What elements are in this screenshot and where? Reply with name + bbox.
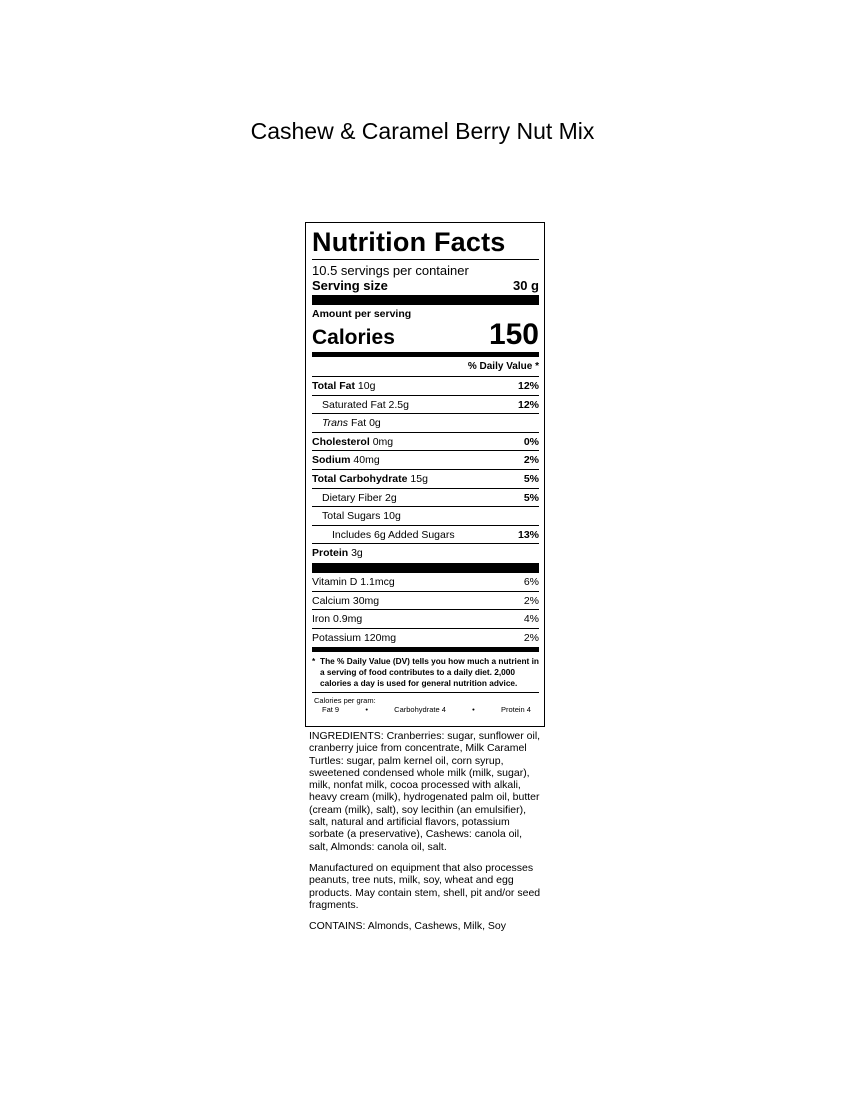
nutrient-amount: 40mg (353, 454, 380, 467)
serving-size-value: 30 g (512, 278, 539, 293)
vitamin-name: Potassium (312, 631, 362, 644)
vitamin-name: Iron (312, 613, 331, 626)
calories-row (312, 320, 539, 352)
nutrient-name: Sodium (312, 454, 351, 467)
nutrient-dv: 2% (523, 454, 539, 467)
nutrition-facts-heading: Nutrition Facts (312, 227, 539, 260)
nutrient-amount: 2.5g (388, 398, 409, 411)
nutrient-row-added-sugars (312, 526, 539, 545)
nutrient-name: Protein (312, 547, 349, 560)
thick-divider (312, 295, 539, 305)
nutrient-amount: 3g (351, 547, 363, 560)
vitamin-row-potassium (312, 629, 539, 648)
calories-per-gram (312, 693, 539, 714)
ingredients-list: INGREDIENTS: Cranberries: sugar, sunflower oil, cranberry juice from concentrate, Milk Caramel Turtles: sugar, palm kernel oil, corn syrup, sweetened condensed whole milk (milk, sugar), milk, nonfat milk, cocoa processed with alkali, heavy cream (milk), hydrogenated palm oil, butter (cream (milk), salt), soy lecithin (an emulsifier), salt, natural and artificial flavors, potassium sorbate (a preservative), Cashews: canola oil, salt, Almonds: canola oil, salt. (309, 730, 541, 853)
bullet-separator: • (365, 705, 368, 715)
amount-per-serving: Amount per serving (312, 308, 412, 320)
fat-per-gram: Fat 9 (322, 705, 340, 715)
vitamin-dv: 2% (523, 594, 539, 607)
nutrient-row-trans-fat (312, 414, 539, 433)
nutrient-name: Saturated Fat (322, 398, 386, 411)
nutrient-row-cholesterol (312, 433, 539, 452)
footnote-text: The % Daily Value (DV) tells you how much a nutrient in a serving of food contributes to a daily diet. 2,000 calories a day is used for general nutrition advice. (320, 656, 539, 688)
nutrient-amount: 10g (383, 510, 401, 523)
manufacturing-statement: Manufactured on equipment that also processes peanuts, tree nuts, milk, soy, wheat and egg products. May contain stem, shell, pit and/or seed fragments. (309, 861, 541, 911)
nutrient-amount: Fat 0g (350, 417, 381, 430)
vitamin-row-calcium (312, 592, 539, 611)
nutrient-amount: 10g (357, 380, 376, 392)
nutrient-name: Total Sugars (322, 510, 381, 523)
serving-size-row (312, 278, 539, 295)
nutrient-name: Cholesterol (312, 435, 370, 448)
nutrition-facts-label (305, 222, 545, 727)
nutrient-row-total-sugars (312, 507, 539, 526)
nutrient-row-dietary-fiber (312, 489, 539, 508)
nutrient-row-saturated-fat (312, 396, 539, 415)
vitamin-amount: 30mg (352, 594, 380, 607)
vitamin-dv: 4% (523, 613, 539, 626)
daily-value-footnote (312, 652, 539, 693)
nutrient-dv: 5% (523, 472, 539, 485)
nutrient-dv: 12% (517, 380, 539, 392)
vitamin-dv: 6% (523, 575, 539, 588)
vitamin-row-vitamin-d (312, 573, 539, 592)
product-title: Cashew & Caramel Berry Nut Mix (250, 118, 595, 144)
footnote-star: * (312, 656, 316, 667)
nutrient-row-total-carbohydrate (312, 470, 539, 489)
vitamin-dv: 2% (523, 631, 539, 644)
vitamin-row-iron (312, 610, 539, 629)
nutrient-row-total-fat (312, 377, 539, 396)
vitamin-amount: 120mg (363, 631, 397, 644)
carbohydrate-per-gram: Carbohydrate 4 (394, 705, 446, 715)
calories-label: Calories (312, 326, 395, 349)
ingredients-section (309, 730, 541, 941)
nutrient-amount: 15g (410, 472, 428, 485)
nutrient-name: Dietary Fiber (322, 491, 383, 504)
calories-per-gram-label: Calories per gram: (314, 696, 376, 706)
calories-value: 150 (488, 318, 539, 351)
nutrient-name: Total Fat (312, 380, 355, 392)
nutrient-dv: 5% (523, 491, 539, 504)
nutrient-dv: 0% (523, 435, 539, 448)
nutrient-row-protein (312, 544, 539, 563)
thick-divider (312, 563, 539, 573)
nutrient-name: Includes 6g Added Sugars (332, 528, 455, 541)
nutrient-dv: 13% (517, 528, 539, 541)
vitamin-name: Calcium (312, 594, 350, 607)
allergen-statement: CONTAINS: Almonds, Cashews, Milk, Soy (309, 920, 507, 933)
servings-per-container: 10.5 servings per container (312, 263, 469, 278)
serving-size-label: Serving size (312, 278, 388, 293)
nutrient-amount: 2g (385, 491, 397, 504)
protein-per-gram: Protein 4 (500, 705, 531, 715)
calories-per-gram-items (314, 705, 539, 714)
nutrient-name: Total Carbohydrate (312, 472, 408, 485)
vitamin-amount: 1.1mcg (360, 575, 395, 588)
nutrient-row-sodium (312, 451, 539, 470)
nutrient-dv: 12% (517, 398, 539, 411)
bullet-separator: • (472, 705, 475, 715)
daily-value-header: % Daily Value * (312, 357, 539, 377)
nutrient-amount: 0mg (372, 435, 394, 448)
nutrient-name: Trans (322, 417, 349, 430)
vitamin-name: Vitamin D (312, 575, 358, 588)
vitamin-amount: 0.9mg (333, 613, 363, 626)
